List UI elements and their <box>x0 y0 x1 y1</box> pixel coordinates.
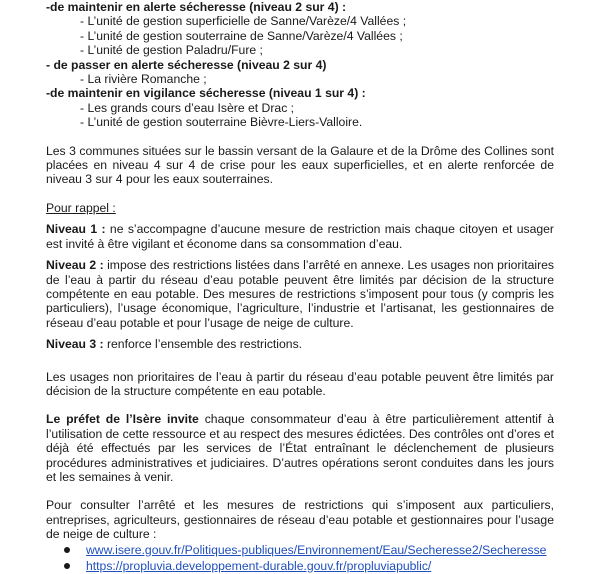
section-maintain-alert <box>46 0 554 58</box>
paragraph-prefect <box>46 412 554 484</box>
bullet-icon <box>64 563 70 569</box>
list-item: - L’unité de gestion souterraine de Sanne/Varèze/4 Vallées ; <box>80 28 403 43</box>
level-2-paragraph <box>46 258 554 330</box>
list-item: - La rivière Romanche ; <box>80 72 207 87</box>
paragraph-consult: Pour consulter l’arrêté et les mesures de restrictions qui s’imposent aux particuliers, entreprises, agriculteurs, gestionnaires de réseau d’eau potable et gestionnaires pour l’usage de neige de culture : <box>46 498 554 542</box>
section-maintain-vigilance <box>46 86 554 129</box>
propluvia-link[interactable]: https://propluvia.developpement-durable.gouv.fr/propluviapublic/ <box>86 558 432 573</box>
list-item: - L’unité de gestion Paladru/Fure ; <box>80 43 263 58</box>
level-label: Niveau 3 : <box>46 337 104 352</box>
list-item: - L’unité de gestion superficielle de Sanne/Varèze/4 Vallées ; <box>80 14 407 29</box>
paragraph-usages: Les usages non prioritaires de l’eau à partir du réseau d’eau potable peuvent être limités par décision de la structure compétente en eau potable. <box>46 369 554 398</box>
reminder-title: Pour rappel : <box>46 200 116 215</box>
section-heading: - de passer en alerte sécheresse (niveau 2 sur 4) <box>46 57 327 72</box>
section-heading: -de maintenir en alerte sécheresse (niveau 2 sur 4) : <box>46 0 347 14</box>
level-label: Niveau 1 : <box>46 222 106 237</box>
link-list <box>46 542 554 574</box>
level-text: impose des restrictions listées dans l’arrêté en annexe. Les usages non prioritaires de l’eau à partir du réseau d’eau potable peuvent être limités par décision de la structure compétente en eau potable. Des mesures de restrictions s’imposent pour tous (y compris les particuliers), l’usage économique, l’agriculture, l’industrie et l’artisanat, les gestionnaires de réseau d’eau potable et pour l’usage de neige de culture. <box>46 258 554 330</box>
section-heading: -de maintenir en vigilance sécheresse (niveau 1 sur 4) : <box>46 86 366 101</box>
list-item <box>46 558 554 574</box>
list-item <box>46 542 554 558</box>
level-1-paragraph <box>46 222 554 251</box>
level-3-paragraph <box>46 337 554 351</box>
section-pass-alert <box>46 58 554 87</box>
list-item: - Les grands cours d’eau Isère et Drac ; <box>80 100 295 115</box>
level-label: Niveau 2 : <box>46 258 104 273</box>
paragraph-communes: Les 3 communes situées sur le bassin versant de la Galaure et de la Drôme des Collines sont placées en niveau 4 sur 4 de crise pour les eaux superficielles, et en alerte renforcée de niveau 3 sur 4 pour les eaux souterraines. <box>46 143 554 187</box>
bullet-icon <box>64 547 70 553</box>
level-text: renforce l’ensemble des restrictions. <box>103 337 303 352</box>
list-item: - L’unité de gestion souterraine Bièvre-Liers-Valloire. <box>80 115 363 130</box>
prefect-bold: Le préfet de l’Isère invite <box>46 412 199 427</box>
level-text: ne s’accompagne d’aucune mesure de restriction mais chaque citoyen et usager est invité à être vigilant et économe dans sa consommation d’eau. <box>46 222 554 251</box>
prefect-text: chaque consommateur d’eau à être particulièrement attentif à l’utilisation de cette ressource et au respect des mesures édictées. Des contrôles ont d’ores et déjà été effectués par les services de l’État entraînant le déclenchement de plusieurs procédures administratives et judiciaires. D’autres opérations seront conduites dans les jours et les semaines à venir. <box>46 412 554 484</box>
isere-link[interactable]: www.isere.gouv.fr/Politiques-publiques/Environnement/Eau/Secheresse2/Secheresse <box>86 542 547 557</box>
